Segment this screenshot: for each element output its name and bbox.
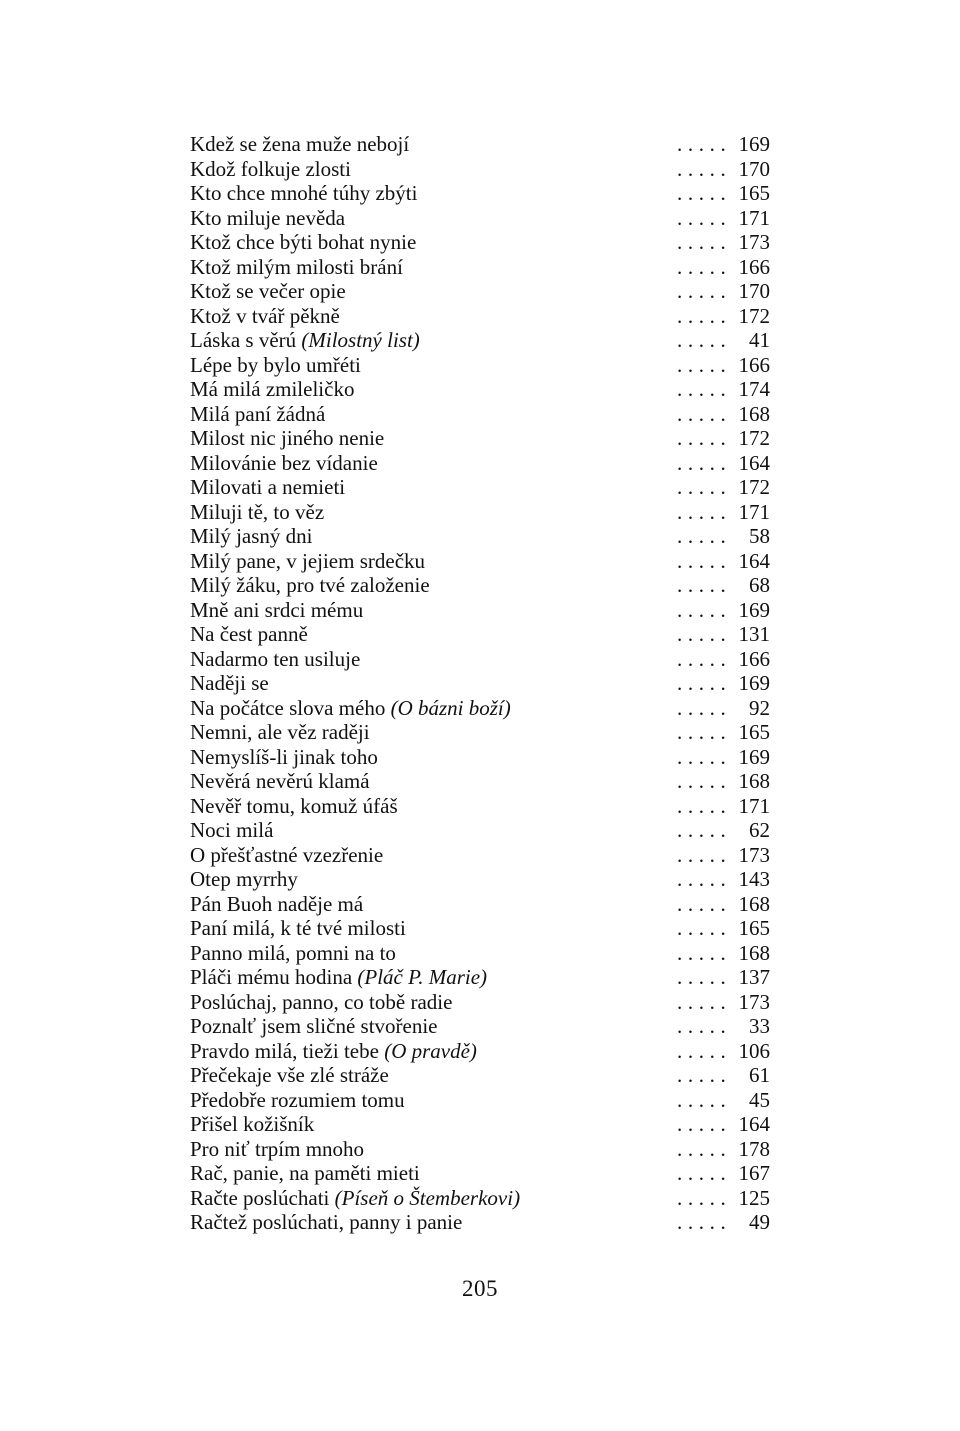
entry-title-text: Nevěř tomu, komuž úfáš bbox=[190, 793, 398, 818]
entry-title-text: Ktož se večer opie bbox=[190, 279, 346, 303]
entry-page-number: 125 bbox=[738, 1185, 770, 1210]
dot-leader: . . . . . bbox=[676, 671, 726, 695]
entry-title bbox=[190, 769, 370, 794]
entry-title bbox=[190, 549, 425, 574]
index-entry bbox=[190, 524, 770, 549]
entry-page-number: 172 bbox=[738, 426, 770, 450]
entry-title-text: Milý pane, v jejiem srdečku bbox=[190, 548, 426, 573]
dot-leader: . . . . . bbox=[676, 1136, 726, 1161]
entry-title-text: Předobře rozumiem tomu bbox=[190, 1087, 405, 1112]
index-entry bbox=[190, 941, 770, 966]
index-entry bbox=[190, 255, 770, 280]
entry-title-text: Noci milá bbox=[190, 818, 274, 842]
entry-title bbox=[190, 941, 396, 966]
entry-title-text: Ktož v tvář pěkně bbox=[190, 303, 340, 328]
index-entry bbox=[190, 794, 770, 819]
dot-leader: . . . . . bbox=[676, 916, 726, 940]
index-entry bbox=[190, 279, 770, 304]
index-entry bbox=[190, 1039, 770, 1064]
entry-page-number: 61 bbox=[749, 1063, 770, 1087]
entry-note: (O pravdě) bbox=[384, 1038, 477, 1063]
entry-title-text: Poznalť jsem sličné stvořenie bbox=[190, 1014, 438, 1038]
entry-page-number: 137 bbox=[738, 965, 770, 989]
index-entry bbox=[190, 573, 770, 598]
entry-title bbox=[190, 622, 308, 647]
index-entry bbox=[190, 671, 770, 696]
entry-title-text: Pláči mému hodina bbox=[190, 965, 353, 989]
index-entry bbox=[190, 598, 770, 623]
entry-title-text: Mně ani srdci mému bbox=[190, 597, 364, 622]
entry-title bbox=[190, 1063, 389, 1088]
dot-leader: . . . . . bbox=[676, 744, 726, 769]
entry-title-text: Račtež poslúchati, panny i panie bbox=[190, 1210, 463, 1234]
entry-page-number: 165 bbox=[738, 181, 770, 205]
index-entry bbox=[190, 230, 770, 255]
entry-title bbox=[190, 1186, 520, 1211]
entry-page-number: 170 bbox=[738, 156, 770, 181]
index-entry bbox=[190, 867, 770, 892]
index-entry bbox=[190, 916, 770, 941]
entry-page-number: 168 bbox=[738, 940, 770, 965]
dot-leader: . . . . . bbox=[676, 303, 726, 328]
entry-title-text: Přečekaje vše zlé stráže bbox=[190, 1063, 389, 1087]
dot-leader: . . . . . bbox=[676, 548, 726, 573]
entry-page-number: 167 bbox=[738, 1161, 770, 1185]
dot-leader: . . . . . bbox=[676, 279, 726, 303]
index-entry bbox=[190, 157, 770, 182]
index-entry bbox=[190, 304, 770, 329]
entry-title bbox=[190, 1161, 420, 1186]
dot-leader: . . . . . bbox=[676, 989, 726, 1014]
index-entry bbox=[190, 451, 770, 476]
dot-leader: . . . . . bbox=[676, 181, 726, 205]
dot-leader: . . . . . bbox=[676, 573, 726, 597]
entry-page-number: 168 bbox=[738, 891, 770, 916]
dot-leader: . . . . . bbox=[676, 842, 726, 867]
entry-page-number: 171 bbox=[738, 499, 770, 524]
entry-page-number: 33 bbox=[749, 1014, 770, 1038]
index-entry bbox=[190, 1112, 770, 1137]
entry-page-number: 171 bbox=[738, 793, 770, 818]
dot-leader: . . . . . bbox=[676, 1063, 726, 1087]
index-entry bbox=[190, 720, 770, 745]
entry-title bbox=[190, 867, 298, 892]
entry-title bbox=[190, 1210, 462, 1235]
dot-leader: . . . . . bbox=[676, 940, 726, 965]
entry-title-text: Račte poslúchati bbox=[190, 1185, 330, 1210]
entry-title bbox=[190, 598, 363, 623]
dot-leader: . . . . . bbox=[676, 230, 726, 254]
entry-page-number: 68 bbox=[749, 573, 770, 597]
entry-title-text: Pro niť trpím mnoho bbox=[190, 1136, 365, 1161]
entry-page-number: 169 bbox=[738, 597, 770, 622]
dot-leader: . . . . . bbox=[676, 793, 726, 818]
page-number: 205 bbox=[462, 1276, 498, 1301]
entry-title-text: Pravdo milá, tieži tebe bbox=[190, 1038, 379, 1063]
entry-page-number: 166 bbox=[738, 352, 770, 377]
entry-title bbox=[190, 1039, 477, 1064]
entry-title bbox=[190, 157, 351, 182]
index-entry bbox=[190, 402, 770, 427]
index-entry bbox=[190, 769, 770, 794]
index-entry bbox=[190, 745, 770, 770]
entry-title bbox=[190, 573, 430, 598]
entry-title bbox=[190, 377, 354, 402]
dot-leader: . . . . . bbox=[676, 965, 726, 989]
entry-title-text: Pán Buoh naděje má bbox=[190, 891, 364, 916]
entry-title bbox=[190, 794, 398, 819]
entry-title bbox=[190, 990, 452, 1015]
index-entry bbox=[190, 1088, 770, 1113]
dot-leader: . . . . . bbox=[676, 426, 726, 450]
dot-leader: . . . . . bbox=[676, 818, 726, 842]
dot-leader: . . . . . bbox=[676, 1038, 726, 1063]
index-entry bbox=[190, 500, 770, 525]
entry-page-number: 166 bbox=[738, 646, 770, 671]
index-entry bbox=[190, 377, 770, 402]
index-entry bbox=[190, 696, 770, 721]
entry-title-text: Kto miluje nevěda bbox=[190, 205, 346, 230]
index-entry bbox=[190, 843, 770, 868]
entry-page-number: 166 bbox=[738, 254, 770, 279]
index-entry bbox=[190, 132, 770, 157]
entry-title bbox=[190, 524, 313, 549]
dot-leader: . . . . . bbox=[676, 450, 726, 475]
entry-title bbox=[190, 402, 325, 427]
dot-leader: . . . . . bbox=[676, 1087, 726, 1112]
dot-leader: . . . . . bbox=[676, 524, 726, 548]
entry-title-text: Má milá zmileličko bbox=[190, 377, 355, 401]
entry-page-number: 169 bbox=[738, 132, 770, 156]
dot-leader: . . . . . bbox=[676, 1210, 726, 1234]
entry-title bbox=[190, 892, 363, 917]
entry-title-text: Na počátce slova mého bbox=[190, 695, 386, 720]
entry-page-number: 173 bbox=[738, 230, 770, 254]
entry-title bbox=[190, 916, 406, 941]
dot-leader: . . . . . bbox=[676, 1185, 726, 1210]
entry-page-number: 49 bbox=[749, 1210, 770, 1234]
dot-leader: . . . . . bbox=[676, 769, 726, 793]
entry-title-text: Milovánie bez vídanie bbox=[190, 450, 378, 475]
dot-leader: . . . . . bbox=[676, 328, 726, 352]
entry-title bbox=[190, 1088, 405, 1113]
entry-title bbox=[190, 500, 324, 525]
index-entry bbox=[190, 206, 770, 231]
entry-title-text: Naději se bbox=[190, 671, 269, 695]
entry-title-text: Miluji tě, to věz bbox=[190, 499, 325, 524]
entry-title-text: Nevěrá nevěrú klamá bbox=[190, 769, 370, 793]
entry-title bbox=[190, 965, 487, 990]
entry-title bbox=[190, 181, 417, 206]
entry-page-number: 165 bbox=[738, 720, 770, 744]
entry-title-text: Panno milá, pomni na to bbox=[190, 940, 396, 965]
entry-title-text: Otep myrrhy bbox=[190, 867, 298, 891]
entry-page-number: 62 bbox=[749, 818, 770, 842]
entry-title-text: Nemyslíš-li jinak toho bbox=[190, 744, 378, 769]
dot-leader: . . . . . bbox=[676, 205, 726, 230]
index-entry bbox=[190, 1186, 770, 1211]
dot-leader: . . . . . bbox=[676, 720, 726, 744]
entry-page-number: 164 bbox=[738, 450, 770, 475]
entry-title-text: Kdež se žena muže nebojí bbox=[190, 132, 410, 156]
entry-page-number: 178 bbox=[738, 1136, 770, 1161]
entry-note: (Píseň o Štemberkovi) bbox=[334, 1185, 521, 1210]
index-entry bbox=[190, 965, 770, 990]
entry-title-text: Přišel kožišník bbox=[190, 1112, 315, 1136]
dot-leader: . . . . . bbox=[676, 695, 726, 720]
index-entry bbox=[190, 647, 770, 672]
dot-leader: . . . . . bbox=[676, 499, 726, 524]
entry-title bbox=[190, 720, 370, 745]
entry-note: (Pláč P. Marie) bbox=[357, 965, 488, 989]
entry-page-number: 106 bbox=[738, 1038, 770, 1063]
entry-title-text: Kto chce mnohé túhy zbýti bbox=[190, 181, 418, 205]
index-entry bbox=[190, 426, 770, 451]
index-entry bbox=[190, 549, 770, 574]
entry-title bbox=[190, 818, 273, 843]
entry-title bbox=[190, 451, 378, 476]
entry-title-text: Paní milá, k té tvé milosti bbox=[190, 916, 406, 940]
entry-title bbox=[190, 230, 416, 255]
dot-leader: . . . . . bbox=[676, 401, 726, 426]
entry-title bbox=[190, 132, 409, 157]
entry-page-number: 169 bbox=[738, 671, 770, 695]
index-entry bbox=[190, 353, 770, 378]
entry-title bbox=[190, 1112, 314, 1137]
dot-leader: . . . . . bbox=[676, 1014, 726, 1038]
entry-title-text: Poslúchaj, panno, co tobě radie bbox=[190, 989, 453, 1014]
entry-title-text: Milost nic jiného nenie bbox=[190, 426, 385, 450]
entry-title bbox=[190, 671, 269, 696]
dot-leader: . . . . . bbox=[676, 475, 726, 499]
entry-title-text: Nadarmo ten usiluje bbox=[190, 646, 361, 671]
entry-title-text: O přešťastné vzezřenie bbox=[190, 842, 384, 867]
entry-title bbox=[190, 255, 403, 280]
entry-page-number: 170 bbox=[738, 279, 770, 303]
entry-title bbox=[190, 353, 361, 378]
dot-leader: . . . . . bbox=[676, 1161, 726, 1185]
entry-page-number: 164 bbox=[738, 548, 770, 573]
dot-leader: . . . . . bbox=[676, 254, 726, 279]
index-entry bbox=[190, 475, 770, 500]
entry-page-number: 45 bbox=[749, 1087, 770, 1112]
index-entry bbox=[190, 181, 770, 206]
entry-page-number: 58 bbox=[749, 524, 770, 548]
entry-page-number: 172 bbox=[738, 475, 770, 499]
entry-title-text: Rač, panie, na paměti mieti bbox=[190, 1161, 420, 1185]
entry-title bbox=[190, 843, 383, 868]
entry-title-text: Láska s věrú bbox=[190, 328, 297, 352]
entry-title bbox=[190, 1014, 438, 1039]
entry-title bbox=[190, 206, 345, 231]
entry-title bbox=[190, 426, 384, 451]
entry-page-number: 164 bbox=[738, 1112, 770, 1136]
entry-page-number: 168 bbox=[738, 401, 770, 426]
index-entry bbox=[190, 990, 770, 1015]
entry-title-text: Kdož folkuje zlosti bbox=[190, 156, 351, 181]
dot-leader: . . . . . bbox=[676, 377, 726, 401]
dot-leader: . . . . . bbox=[676, 352, 726, 377]
entry-title-text: Ktož chce býti bohat nynie bbox=[190, 230, 417, 254]
entry-title-text: Milovati a nemieti bbox=[190, 475, 346, 499]
entry-title-text: Milý žáku, pro tvé založenie bbox=[190, 573, 430, 597]
dot-leader: . . . . . bbox=[676, 132, 726, 156]
entry-title bbox=[190, 279, 346, 304]
entry-page-number: 92 bbox=[749, 695, 770, 720]
entry-page-number: 131 bbox=[738, 622, 770, 646]
index-entry bbox=[190, 328, 770, 353]
entry-page-number: 168 bbox=[738, 769, 770, 793]
entry-page-number: 172 bbox=[738, 303, 770, 328]
entry-page-number: 171 bbox=[738, 205, 770, 230]
dot-leader: . . . . . bbox=[676, 622, 726, 646]
index-entry bbox=[190, 622, 770, 647]
dot-leader: . . . . . bbox=[676, 891, 726, 916]
entry-title-text: Ktož milým milosti brání bbox=[190, 254, 403, 279]
dot-leader: . . . . . bbox=[676, 156, 726, 181]
entry-page-number: 165 bbox=[738, 916, 770, 940]
entry-title bbox=[190, 304, 340, 329]
index-list bbox=[190, 132, 770, 1235]
entry-title bbox=[190, 647, 360, 672]
dot-leader: . . . . . bbox=[676, 867, 726, 891]
entry-page-number: 143 bbox=[738, 867, 770, 891]
dot-leader: . . . . . bbox=[676, 1112, 726, 1136]
entry-title-text: Lépe by bylo umřéti bbox=[190, 352, 361, 377]
entry-page-number: 174 bbox=[738, 377, 770, 401]
index-entry bbox=[190, 818, 770, 843]
index-entry bbox=[190, 892, 770, 917]
index-entry bbox=[190, 1137, 770, 1162]
entry-title-text: Na čest panně bbox=[190, 622, 308, 646]
entry-title-text: Milá paní žádná bbox=[190, 401, 326, 426]
entry-title bbox=[190, 1137, 364, 1162]
dot-leader: . . . . . bbox=[676, 597, 726, 622]
entry-note: (O bázni boží) bbox=[390, 695, 511, 720]
entry-title bbox=[190, 696, 511, 721]
index-entry bbox=[190, 1063, 770, 1088]
index-entry bbox=[190, 1210, 770, 1235]
index-entry bbox=[190, 1161, 770, 1186]
entry-title bbox=[190, 328, 420, 353]
entry-title-text: Milý jasný dni bbox=[190, 524, 313, 548]
entry-page-number: 173 bbox=[738, 842, 770, 867]
entry-page-number: 173 bbox=[738, 989, 770, 1014]
entry-title-text: Nemni, ale věz raději bbox=[190, 720, 370, 744]
entry-title bbox=[190, 745, 378, 770]
entry-page-number: 169 bbox=[738, 744, 770, 769]
entry-title bbox=[190, 475, 345, 500]
dot-leader: . . . . . bbox=[676, 646, 726, 671]
index-entry bbox=[190, 1014, 770, 1039]
entry-note: (Milostný list) bbox=[301, 328, 420, 352]
entry-page-number: 41 bbox=[749, 328, 770, 352]
